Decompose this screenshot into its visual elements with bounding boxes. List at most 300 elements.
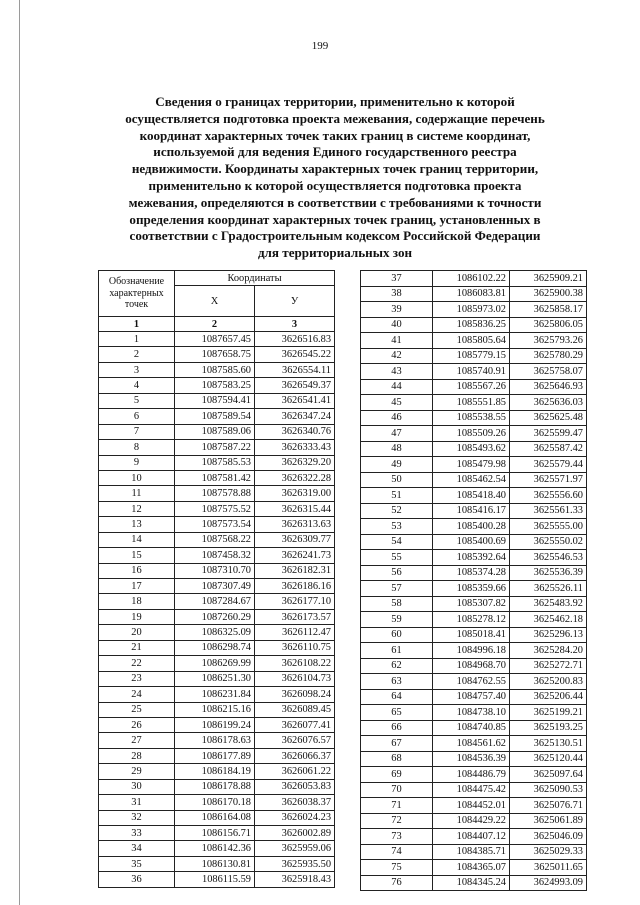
title-line: применительно к которой осуществляется подготовка проекта xyxy=(148,177,522,193)
x-coordinate-cell: 1085392.64 xyxy=(433,550,510,566)
table-row xyxy=(99,717,335,732)
header-point-label xyxy=(99,271,175,317)
x-coordinate-cell: 1086156.71 xyxy=(175,826,255,841)
table-row xyxy=(99,856,335,871)
table-row xyxy=(99,671,335,686)
y-coordinate-cell: 3625858.17 xyxy=(510,302,587,318)
y-coordinate-cell: 3626098.24 xyxy=(255,687,335,702)
y-coordinate-cell: 3625046.09 xyxy=(510,829,587,845)
point-number-cell: 69 xyxy=(361,767,433,783)
y-coordinate-cell: 3625130.51 xyxy=(510,736,587,752)
title-line: координат характерных точек таких границ в системе координат, xyxy=(139,127,531,143)
x-coordinate-cell: 1084365.07 xyxy=(433,860,510,876)
y-coordinate-cell: 3625029.33 xyxy=(510,844,587,860)
table-body-right xyxy=(361,271,587,891)
y-coordinate-cell: 3625076.71 xyxy=(510,798,587,814)
y-coordinate-cell: 3625090.53 xyxy=(510,782,587,798)
y-coordinate-cell: 3625272.71 xyxy=(510,658,587,674)
table-row xyxy=(361,798,587,814)
table-row xyxy=(99,455,335,470)
table-row xyxy=(361,844,587,860)
point-number-cell: 38 xyxy=(361,286,433,302)
table-body-left xyxy=(99,332,335,888)
x-coordinate-cell: 1084407.12 xyxy=(433,829,510,845)
table-row xyxy=(361,503,587,519)
table-row xyxy=(99,362,335,377)
table-row xyxy=(361,550,587,566)
table-row xyxy=(99,548,335,563)
table-row xyxy=(99,841,335,856)
x-coordinate-cell: 1087573.54 xyxy=(175,517,255,532)
point-number-cell: 75 xyxy=(361,860,433,876)
point-number-cell: 60 xyxy=(361,627,433,643)
table-row xyxy=(99,532,335,547)
point-number-cell: 39 xyxy=(361,302,433,318)
table-row xyxy=(99,764,335,779)
x-coordinate-cell: 1085307.82 xyxy=(433,596,510,612)
point-number-cell: 16 xyxy=(99,563,175,578)
point-number-cell: 9 xyxy=(99,455,175,470)
point-number-cell: 71 xyxy=(361,798,433,814)
x-coordinate-cell: 1087260.29 xyxy=(175,609,255,624)
point-number-cell: 29 xyxy=(99,764,175,779)
y-coordinate-cell: 3625206.44 xyxy=(510,689,587,705)
y-coordinate-cell: 3625625.48 xyxy=(510,410,587,426)
x-coordinate-cell: 1086178.63 xyxy=(175,733,255,748)
point-number-cell: 70 xyxy=(361,782,433,798)
point-number-cell: 49 xyxy=(361,457,433,473)
title-line: осуществляется подготовка проекта межевания, содержащие перечень xyxy=(125,110,545,126)
x-coordinate-cell: 1087578.88 xyxy=(175,486,255,501)
point-number-cell: 65 xyxy=(361,705,433,721)
table-row xyxy=(361,565,587,581)
y-coordinate-cell: 3626104.73 xyxy=(255,671,335,686)
table-row xyxy=(361,627,587,643)
table-row xyxy=(361,860,587,876)
header-y: У xyxy=(255,286,335,317)
table-row xyxy=(361,317,587,333)
point-number-cell: 36 xyxy=(99,872,175,887)
table-row xyxy=(361,875,587,891)
y-coordinate-cell: 3626315.44 xyxy=(255,501,335,516)
table-row xyxy=(99,594,335,609)
point-number-cell: 22 xyxy=(99,656,175,671)
table-row xyxy=(99,347,335,362)
point-number-cell: 37 xyxy=(361,271,433,287)
y-coordinate-cell: 3625011.65 xyxy=(510,860,587,876)
x-coordinate-cell: 1087587.22 xyxy=(175,440,255,455)
x-coordinate-cell: 1087568.22 xyxy=(175,532,255,547)
x-coordinate-cell: 1086083.81 xyxy=(433,286,510,302)
table-row xyxy=(99,779,335,794)
y-coordinate-cell: 3626241.73 xyxy=(255,548,335,563)
point-number-cell: 23 xyxy=(99,671,175,686)
point-number-cell: 5 xyxy=(99,393,175,408)
table-row xyxy=(361,379,587,395)
x-coordinate-cell: 1084385.71 xyxy=(433,844,510,860)
point-number-cell: 62 xyxy=(361,658,433,674)
title-line: межевания, определяются в соответствии с требованиями к точности xyxy=(128,194,542,210)
table-row xyxy=(361,348,587,364)
x-coordinate-cell: 1085740.91 xyxy=(433,364,510,380)
point-number-cell: 18 xyxy=(99,594,175,609)
table-row xyxy=(361,689,587,705)
point-number-cell: 53 xyxy=(361,519,433,535)
point-number-cell: 13 xyxy=(99,517,175,532)
y-coordinate-cell: 3626089.45 xyxy=(255,702,335,717)
y-coordinate-cell: 3625120.44 xyxy=(510,751,587,767)
x-coordinate-cell: 1085359.66 xyxy=(433,581,510,597)
y-coordinate-cell: 3625909.21 xyxy=(510,271,587,287)
y-coordinate-cell: 3625599.47 xyxy=(510,426,587,442)
y-coordinate-cell: 3624993.09 xyxy=(510,875,587,891)
table-row xyxy=(99,748,335,763)
x-coordinate-cell: 1085551.85 xyxy=(433,395,510,411)
y-coordinate-cell: 3626024.23 xyxy=(255,810,335,825)
point-number-cell: 57 xyxy=(361,581,433,597)
table-row xyxy=(361,736,587,752)
y-coordinate-cell: 3625296.13 xyxy=(510,627,587,643)
table-row xyxy=(99,393,335,408)
y-coordinate-cell: 3625900.38 xyxy=(510,286,587,302)
point-number-cell: 28 xyxy=(99,748,175,763)
x-coordinate-cell: 1086251.30 xyxy=(175,671,255,686)
y-coordinate-cell: 3626053.83 xyxy=(255,779,335,794)
y-coordinate-cell: 3625061.89 xyxy=(510,813,587,829)
table-row xyxy=(361,457,587,473)
y-coordinate-cell: 3626549.37 xyxy=(255,378,335,393)
x-coordinate-cell: 1087583.25 xyxy=(175,378,255,393)
point-number-cell: 46 xyxy=(361,410,433,426)
x-coordinate-cell: 1085278.12 xyxy=(433,612,510,628)
point-number-cell: 41 xyxy=(361,333,433,349)
table-row xyxy=(361,333,587,349)
point-number-cell: 55 xyxy=(361,550,433,566)
y-coordinate-cell: 3625780.29 xyxy=(510,348,587,364)
x-coordinate-cell: 1085567.26 xyxy=(433,379,510,395)
point-number-cell: 66 xyxy=(361,720,433,736)
point-number-cell: 11 xyxy=(99,486,175,501)
point-number-cell: 63 xyxy=(361,674,433,690)
y-coordinate-cell: 3625758.07 xyxy=(510,364,587,380)
table-row xyxy=(99,378,335,393)
title-line: для территориальных зон xyxy=(257,245,413,261)
table-row xyxy=(361,705,587,721)
table-row xyxy=(99,795,335,810)
x-coordinate-cell: 1084452.01 xyxy=(433,798,510,814)
header-label-line: Обозначение xyxy=(108,276,165,288)
x-coordinate-cell: 1087458.32 xyxy=(175,548,255,563)
table-row xyxy=(361,643,587,659)
x-coordinate-cell: 1085418.40 xyxy=(433,488,510,504)
table-row xyxy=(99,470,335,485)
x-coordinate-cell: 1086115.59 xyxy=(175,872,255,887)
point-number-cell: 42 xyxy=(361,348,433,364)
point-number-cell: 7 xyxy=(99,424,175,439)
table-row xyxy=(361,782,587,798)
point-number-cell: 64 xyxy=(361,689,433,705)
point-number-cell: 61 xyxy=(361,643,433,659)
point-number-cell: 14 xyxy=(99,532,175,547)
x-coordinate-cell: 1086177.89 xyxy=(175,748,255,763)
y-coordinate-cell: 3626112.47 xyxy=(255,625,335,640)
point-number-cell: 10 xyxy=(99,470,175,485)
point-number-cell: 26 xyxy=(99,717,175,732)
y-coordinate-cell: 3626516.83 xyxy=(255,332,335,347)
y-coordinate-cell: 3625097.64 xyxy=(510,767,587,783)
point-number-cell: 15 xyxy=(99,548,175,563)
x-coordinate-cell: 1085779.15 xyxy=(433,348,510,364)
table-row xyxy=(99,702,335,717)
table-row xyxy=(361,426,587,442)
y-coordinate-cell: 3625546.53 xyxy=(510,550,587,566)
header-label-line: точек xyxy=(124,299,149,311)
y-coordinate-cell: 3626309.77 xyxy=(255,532,335,547)
point-number-cell: 32 xyxy=(99,810,175,825)
x-coordinate-cell: 1086199.24 xyxy=(175,717,255,732)
table-row xyxy=(361,813,587,829)
y-coordinate-cell: 3626541.41 xyxy=(255,393,335,408)
point-number-cell: 58 xyxy=(361,596,433,612)
x-coordinate-cell: 1085836.25 xyxy=(433,317,510,333)
x-coordinate-cell: 1084536.39 xyxy=(433,751,510,767)
y-coordinate-cell: 3625550.02 xyxy=(510,534,587,550)
x-coordinate-cell: 1086178.88 xyxy=(175,779,255,794)
x-coordinate-cell: 1084486.79 xyxy=(433,767,510,783)
table-row xyxy=(361,519,587,535)
x-coordinate-cell: 1087585.53 xyxy=(175,455,255,470)
table-row xyxy=(99,810,335,825)
point-number-cell: 47 xyxy=(361,426,433,442)
y-coordinate-cell: 3626076.57 xyxy=(255,733,335,748)
page-number: 199 xyxy=(311,40,329,52)
table-row xyxy=(361,302,587,318)
x-coordinate-cell: 1087284.67 xyxy=(175,594,255,609)
x-coordinate-cell: 1086184.19 xyxy=(175,764,255,779)
y-coordinate-cell: 3625483.92 xyxy=(510,596,587,612)
y-coordinate-cell: 3625587.42 xyxy=(510,441,587,457)
coordinates-table-left xyxy=(98,270,335,888)
document-title xyxy=(100,94,570,262)
point-number-cell: 34 xyxy=(99,841,175,856)
y-coordinate-cell: 3625918.43 xyxy=(255,872,335,887)
y-coordinate-cell: 3625555.00 xyxy=(510,519,587,535)
table-row xyxy=(99,640,335,655)
x-coordinate-cell: 1084968.70 xyxy=(433,658,510,674)
x-coordinate-cell: 1085416.17 xyxy=(433,503,510,519)
point-number-cell: 72 xyxy=(361,813,433,829)
point-number-cell: 4 xyxy=(99,378,175,393)
title-line: используемой для ведения Единого государственного реестра xyxy=(153,144,517,160)
point-number-cell: 21 xyxy=(99,640,175,655)
y-coordinate-cell: 3625526.11 xyxy=(510,581,587,597)
y-coordinate-cell: 3625556.60 xyxy=(510,488,587,504)
y-coordinate-cell: 3626066.37 xyxy=(255,748,335,763)
x-coordinate-cell: 1084757.40 xyxy=(433,689,510,705)
point-number-cell: 2 xyxy=(99,347,175,362)
x-coordinate-cell: 1084738.10 xyxy=(433,705,510,721)
x-coordinate-cell: 1086269.99 xyxy=(175,656,255,671)
point-number-cell: 56 xyxy=(361,565,433,581)
point-number-cell: 54 xyxy=(361,534,433,550)
y-coordinate-cell: 3625579.44 xyxy=(510,457,587,473)
y-coordinate-cell: 3626545.22 xyxy=(255,347,335,362)
point-number-cell: 40 xyxy=(361,317,433,333)
table-row xyxy=(99,656,335,671)
table-row xyxy=(361,441,587,457)
x-coordinate-cell: 1084475.42 xyxy=(433,782,510,798)
y-coordinate-cell: 3626319.00 xyxy=(255,486,335,501)
point-number-cell: 20 xyxy=(99,625,175,640)
column-number: 3 xyxy=(255,317,335,332)
x-coordinate-cell: 1085400.28 xyxy=(433,519,510,535)
table-row xyxy=(99,409,335,424)
x-coordinate-cell: 1085462.54 xyxy=(433,472,510,488)
point-number-cell: 51 xyxy=(361,488,433,504)
header-coordinates: Координаты xyxy=(175,271,335,286)
y-coordinate-cell: 3626038.37 xyxy=(255,795,335,810)
y-coordinate-cell: 3626173.57 xyxy=(255,609,335,624)
table-row xyxy=(361,271,587,287)
table-row xyxy=(99,486,335,501)
point-number-cell: 1 xyxy=(99,332,175,347)
table-row xyxy=(361,488,587,504)
point-number-cell: 33 xyxy=(99,826,175,841)
y-coordinate-cell: 3625193.25 xyxy=(510,720,587,736)
column-number: 1 xyxy=(99,317,175,332)
table-row xyxy=(361,472,587,488)
table-row xyxy=(361,751,587,767)
table-row xyxy=(361,395,587,411)
point-number-cell: 17 xyxy=(99,579,175,594)
y-coordinate-cell: 3626110.75 xyxy=(255,640,335,655)
y-coordinate-cell: 3625284.20 xyxy=(510,643,587,659)
y-coordinate-cell: 3626333.43 xyxy=(255,440,335,455)
point-number-cell: 24 xyxy=(99,687,175,702)
point-number-cell: 52 xyxy=(361,503,433,519)
point-number-cell: 68 xyxy=(361,751,433,767)
x-coordinate-cell: 1087575.52 xyxy=(175,501,255,516)
y-coordinate-cell: 3626077.41 xyxy=(255,717,335,732)
point-number-cell: 67 xyxy=(361,736,433,752)
y-coordinate-cell: 3626340.76 xyxy=(255,424,335,439)
table-row xyxy=(99,332,335,347)
title-line: недвижимости. Координаты характерных точек границ территории, xyxy=(131,161,539,177)
point-number-cell: 27 xyxy=(99,733,175,748)
table-row xyxy=(99,563,335,578)
point-number-cell: 44 xyxy=(361,379,433,395)
x-coordinate-cell: 1087589.06 xyxy=(175,424,255,439)
point-number-cell: 19 xyxy=(99,609,175,624)
y-coordinate-cell: 3625636.03 xyxy=(510,395,587,411)
y-coordinate-cell: 3626177.10 xyxy=(255,594,335,609)
table-row xyxy=(361,364,587,380)
x-coordinate-cell: 1086298.74 xyxy=(175,640,255,655)
x-coordinate-cell: 1085400.69 xyxy=(433,534,510,550)
point-number-cell: 43 xyxy=(361,364,433,380)
y-coordinate-cell: 3625646.93 xyxy=(510,379,587,395)
x-coordinate-cell: 1084996.18 xyxy=(433,643,510,659)
x-coordinate-cell: 1085374.28 xyxy=(433,565,510,581)
point-number-cell: 31 xyxy=(99,795,175,810)
table-row xyxy=(99,872,335,887)
table-row xyxy=(361,410,587,426)
point-number-cell: 25 xyxy=(99,702,175,717)
point-number-cell: 3 xyxy=(99,362,175,377)
y-coordinate-cell: 3625199.21 xyxy=(510,705,587,721)
x-coordinate-cell: 1087657.45 xyxy=(175,332,255,347)
y-coordinate-cell: 3625571.97 xyxy=(510,472,587,488)
x-coordinate-cell: 1085493.62 xyxy=(433,441,510,457)
point-number-cell: 73 xyxy=(361,829,433,845)
scan-edge-line xyxy=(19,0,20,905)
x-coordinate-cell: 1085509.26 xyxy=(433,426,510,442)
table-row xyxy=(99,440,335,455)
title-line: Сведения о границах территории, применительно к которой xyxy=(155,94,515,109)
y-coordinate-cell: 3625561.33 xyxy=(510,503,587,519)
x-coordinate-cell: 1084762.55 xyxy=(433,674,510,690)
y-coordinate-cell: 3626322.28 xyxy=(255,470,335,485)
header-x: X xyxy=(175,286,255,317)
x-coordinate-cell: 1086231.84 xyxy=(175,687,255,702)
y-coordinate-cell: 3626329.20 xyxy=(255,455,335,470)
table-row xyxy=(361,658,587,674)
point-number-cell: 76 xyxy=(361,875,433,891)
point-number-cell: 50 xyxy=(361,472,433,488)
table-row xyxy=(99,733,335,748)
x-coordinate-cell: 1087581.42 xyxy=(175,470,255,485)
x-coordinate-cell: 1086164.08 xyxy=(175,810,255,825)
table-row xyxy=(361,767,587,783)
x-coordinate-cell: 1086215.16 xyxy=(175,702,255,717)
table-row xyxy=(361,534,587,550)
header-label-line: характерных xyxy=(109,287,164,299)
table-row xyxy=(361,596,587,612)
title-line: определения координат характерных точек границ, установленных в xyxy=(129,211,541,227)
table-row xyxy=(99,579,335,594)
table-row xyxy=(99,625,335,640)
x-coordinate-cell: 1087310.70 xyxy=(175,563,255,578)
x-coordinate-cell: 1084429.22 xyxy=(433,813,510,829)
y-coordinate-cell: 3626347.24 xyxy=(255,409,335,424)
x-coordinate-cell: 1085973.02 xyxy=(433,302,510,318)
x-coordinate-cell: 1084740.85 xyxy=(433,720,510,736)
table-row xyxy=(361,720,587,736)
title-line: соответствии с Градостроительным кодексом Российской Федерации xyxy=(129,228,541,244)
point-number-cell: 59 xyxy=(361,612,433,628)
x-coordinate-cell: 1087594.41 xyxy=(175,393,255,408)
table-row xyxy=(99,424,335,439)
x-coordinate-cell: 1084561.62 xyxy=(433,736,510,752)
column-number: 2 xyxy=(175,317,255,332)
table-row xyxy=(361,612,587,628)
y-coordinate-cell: 3625536.39 xyxy=(510,565,587,581)
y-coordinate-cell: 3625806.05 xyxy=(510,317,587,333)
table-row xyxy=(361,674,587,690)
y-coordinate-cell: 3626061.22 xyxy=(255,764,335,779)
y-coordinate-cell: 3625935.50 xyxy=(255,856,335,871)
table-row xyxy=(99,609,335,624)
point-number-cell: 30 xyxy=(99,779,175,794)
y-coordinate-cell: 3625959.06 xyxy=(255,841,335,856)
coordinates-table-right xyxy=(360,270,587,891)
point-number-cell: 74 xyxy=(361,844,433,860)
x-coordinate-cell: 1085018.41 xyxy=(433,627,510,643)
y-coordinate-cell: 3626182.31 xyxy=(255,563,335,578)
table-row xyxy=(99,517,335,532)
point-number-cell: 45 xyxy=(361,395,433,411)
y-coordinate-cell: 3626002.89 xyxy=(255,826,335,841)
